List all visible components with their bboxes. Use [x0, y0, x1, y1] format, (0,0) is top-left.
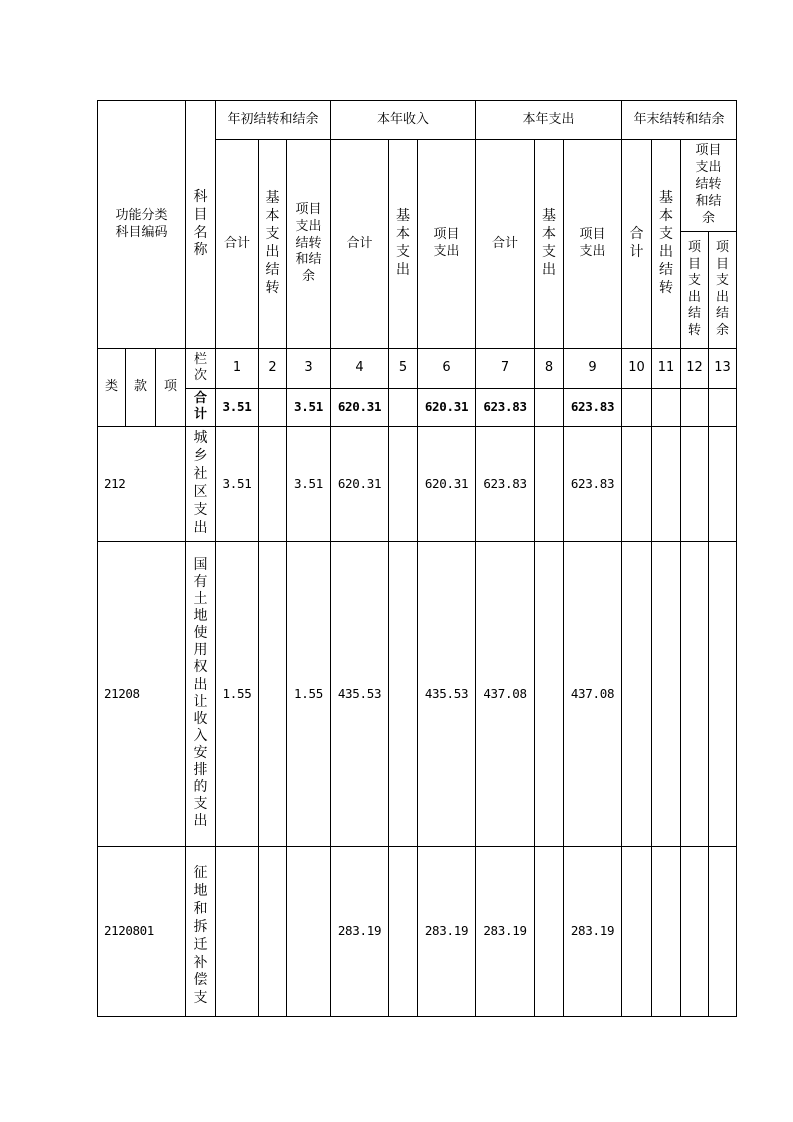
cell: 3.51 [216, 427, 259, 542]
header-income-total: 合计 [331, 140, 389, 349]
cell: 435.53 [331, 542, 389, 847]
cell [259, 389, 287, 427]
cell [622, 389, 652, 427]
col-number: 6 [418, 349, 476, 389]
header-xiang: 项 [156, 349, 186, 427]
cell [681, 389, 709, 427]
header-expense-project: 项目支出 [564, 140, 622, 349]
header-end-basic: 基本支出结转 [652, 140, 681, 349]
cell [287, 847, 331, 1017]
cell [681, 847, 709, 1017]
row-code: 21208 [98, 542, 186, 847]
cell [622, 427, 652, 542]
cell [709, 847, 737, 1017]
cell: 1.55 [287, 542, 331, 847]
col-number: 2 [259, 349, 287, 389]
row-code: 2120801 [98, 847, 186, 1017]
cell: 1.55 [216, 542, 259, 847]
cell [389, 427, 418, 542]
cell: 437.08 [564, 542, 622, 847]
header-expense-group: 本年支出 [476, 101, 622, 140]
cell [259, 427, 287, 542]
cell: 283.19 [564, 847, 622, 1017]
header-lei: 类 [98, 349, 126, 427]
cell: 620.31 [331, 389, 389, 427]
cell: 283.19 [476, 847, 535, 1017]
col-number: 5 [389, 349, 418, 389]
cell [652, 389, 681, 427]
header-end-total: 合计 [622, 140, 652, 349]
cell [622, 847, 652, 1017]
col-number: 10 [622, 349, 652, 389]
cell: 437.08 [476, 542, 535, 847]
col-number: 4 [331, 349, 389, 389]
cell: 283.19 [418, 847, 476, 1017]
header-end-group: 年末结转和结余 [622, 101, 737, 140]
row-name: 国有土地使用权出让收入安排的支出 [186, 542, 216, 847]
cell [259, 847, 287, 1017]
row-name: 合计 [186, 389, 216, 427]
cell: 623.83 [564, 427, 622, 542]
cell [709, 389, 737, 427]
col-number: 8 [535, 349, 564, 389]
col-number: 7 [476, 349, 535, 389]
cell [709, 427, 737, 542]
cell [535, 542, 564, 847]
table-row [98, 847, 737, 1017]
cell: 620.31 [331, 427, 389, 542]
cell [681, 427, 709, 542]
cell: 620.31 [418, 389, 476, 427]
cell [652, 427, 681, 542]
col-number: 13 [709, 349, 737, 389]
col-number: 3 [287, 349, 331, 389]
cell: 623.83 [476, 427, 535, 542]
cell: 3.51 [216, 389, 259, 427]
table-row [98, 427, 737, 542]
col-number: 11 [652, 349, 681, 389]
header-expense-total: 合计 [476, 140, 535, 349]
cell [535, 389, 564, 427]
cell [535, 427, 564, 542]
header-begin-basic: 基本支出结转 [259, 140, 287, 349]
header-end-project-surplus: 项目支出结余 [709, 232, 737, 349]
header-begin-total: 合计 [216, 140, 259, 349]
row-name: 城乡社区支出 [186, 427, 216, 542]
cell [259, 542, 287, 847]
cell [216, 847, 259, 1017]
row-name: 征地和拆迁补偿支 [186, 847, 216, 1017]
cell [389, 847, 418, 1017]
cell [389, 389, 418, 427]
col-number: 12 [681, 349, 709, 389]
header-func-code: 功能分类科目编码 [98, 101, 186, 349]
cell: 620.31 [418, 427, 476, 542]
header-income-project: 项目支出 [418, 140, 476, 349]
header-lanci: 栏次 [186, 349, 216, 389]
col-number: 1 [216, 349, 259, 389]
cell [681, 542, 709, 847]
cell [709, 542, 737, 847]
cell [652, 847, 681, 1017]
cell: 3.51 [287, 427, 331, 542]
header-subject-name: 科目名称 [186, 101, 216, 349]
table-row-total [98, 389, 737, 427]
col-number: 9 [564, 349, 622, 389]
cell: 623.83 [476, 389, 535, 427]
row-code: 212 [98, 427, 186, 542]
cell [535, 847, 564, 1017]
cell: 435.53 [418, 542, 476, 847]
cell: 623.83 [564, 389, 622, 427]
cell: 3.51 [287, 389, 331, 427]
header-end-project-carry: 项目支出结转 [681, 232, 709, 349]
header-kuan: 款 [126, 349, 156, 427]
header-income-basic: 基本支出 [389, 140, 418, 349]
cell [652, 542, 681, 847]
table-row [98, 542, 737, 847]
header-end-project: 项目支出结转和结余 [681, 140, 737, 232]
header-begin-project: 项目支出结转和结余 [287, 140, 331, 349]
header-income-group: 本年收入 [331, 101, 476, 140]
header-expense-basic: 基本支出 [535, 140, 564, 349]
cell: 283.19 [331, 847, 389, 1017]
header-begin-group: 年初结转和结余 [216, 101, 331, 140]
cell [389, 542, 418, 847]
cell [622, 542, 652, 847]
financial-table [97, 100, 737, 1017]
